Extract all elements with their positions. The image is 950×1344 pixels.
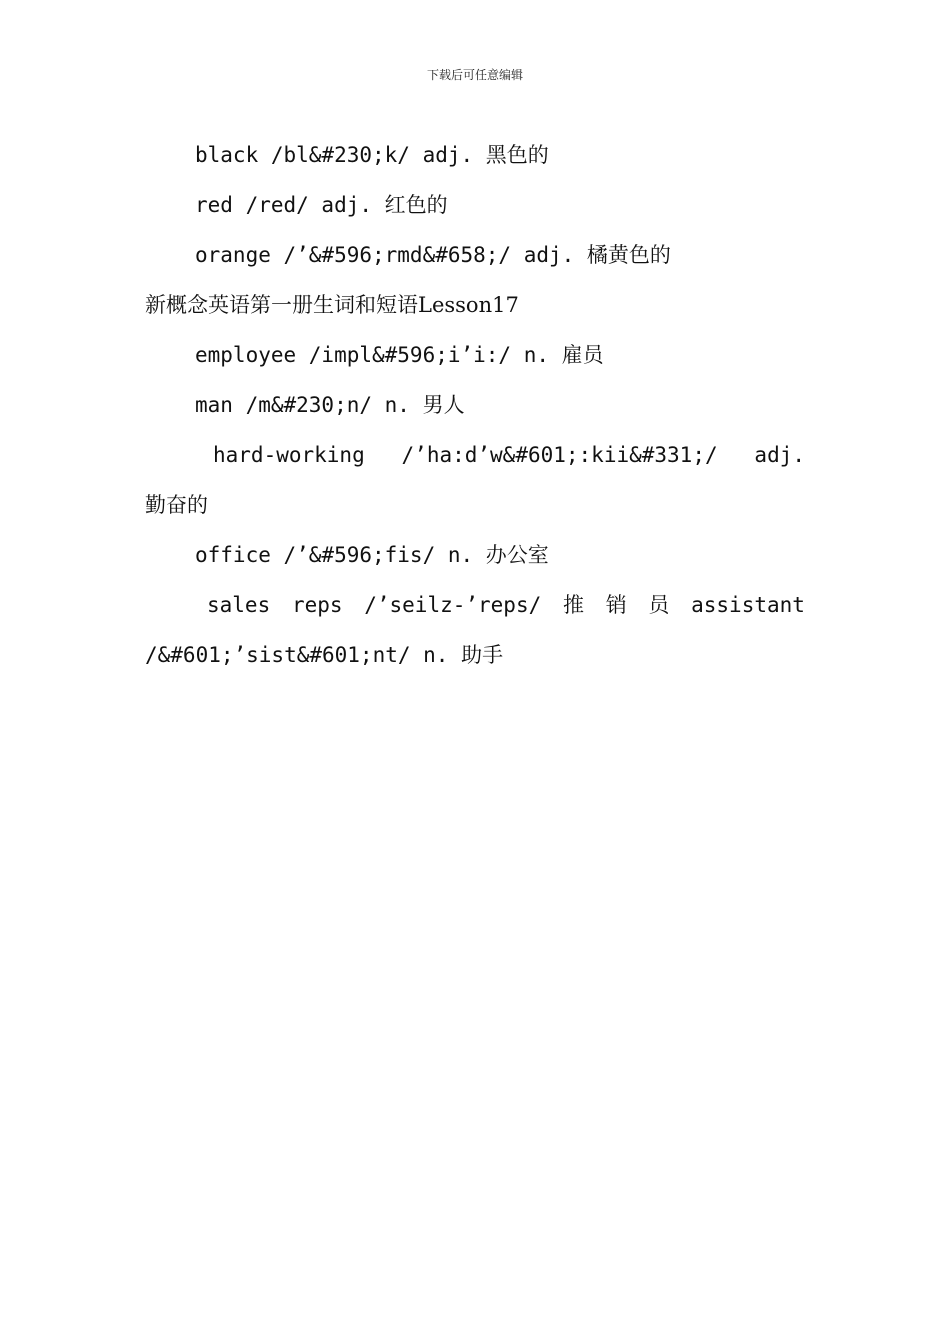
meaning-char-2: 销 <box>605 593 627 617</box>
pos-adj: adj. <box>754 443 805 467</box>
phonetic-sales-reps: /’seilz-’reps/ <box>364 593 542 617</box>
page-header: 下载后可任意编辑 <box>426 68 523 82</box>
phonetic-hard-working: /’ha:d’w&#601;:kii&#331;/ <box>401 443 718 467</box>
vocab-orange: orange /’&#596;rmd&#658;/ adj. 橘黄色的 <box>195 243 671 267</box>
vocab-hard-working-meaning: 勤奋的 <box>145 493 208 517</box>
vocab-black: black /bl&#230;k/ adj. 黑色的 <box>195 143 549 167</box>
vocab-sales-reps <box>145 580 805 630</box>
vocabulary-list <box>145 130 805 680</box>
word-hard-working: hard-working <box>213 443 365 467</box>
lesson-title: 新概念英语第一册生词和短语Lesson17 <box>145 293 519 317</box>
vocab-assistant: /&#601;’sist&#601;nt/ n. 助手 <box>145 643 504 667</box>
vocab-employee: employee /impl&#596;i’i:/ n. 雇员 <box>195 343 604 367</box>
meaning-char-1: 推 <box>562 593 584 617</box>
vocab-hard-working <box>145 430 805 480</box>
vocab-man: man /m&#230;n/ n. 男人 <box>195 393 465 417</box>
vocab-office: office /’&#596;fis/ n. 办公室 <box>195 543 549 567</box>
vocab-red: red /red/ adj. 红色的 <box>195 193 448 217</box>
word-assistant: assistant <box>691 593 805 617</box>
meaning-char-3: 员 <box>648 593 670 617</box>
word-sales: sales <box>207 593 271 617</box>
word-reps: reps <box>291 593 343 617</box>
